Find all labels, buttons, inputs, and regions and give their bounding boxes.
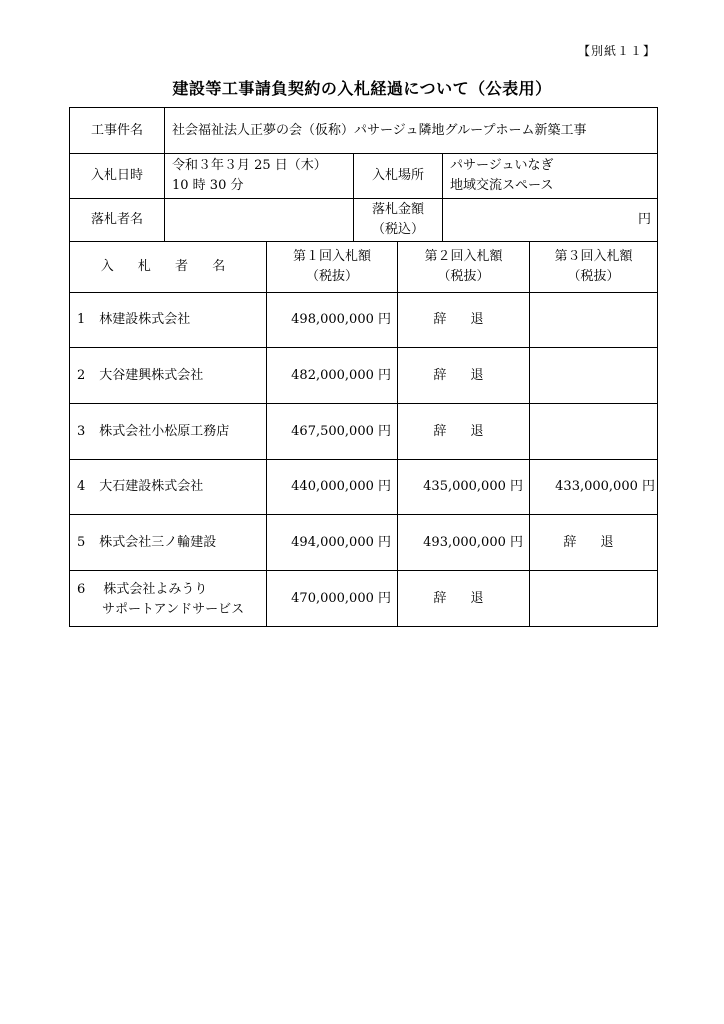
bidder-name-line2: サポートアンドサービス (102, 602, 245, 617)
table-row-3-round1-cell (266, 403, 398, 460)
bid-place-line1: パサージュいなぎ (450, 158, 554, 173)
bid-date-label: 入札日時 (90, 168, 143, 183)
bidder-name: 林建設株式会社 (99, 312, 191, 327)
header-bidder-cell (69, 241, 267, 293)
round1-amount: 494,000,000 円 (291, 534, 391, 550)
header-round2-line2: （税抜） (437, 269, 490, 284)
table-row-3-round3-cell (529, 403, 658, 460)
table-row-2-round1-cell (266, 347, 398, 404)
amount-value-cell (442, 198, 658, 242)
round1-amount: 498,000,000 円 (291, 312, 391, 327)
header-round1-line1: 第１回入札額 (292, 249, 371, 264)
header-round3-line1: 第３回入札額 (554, 249, 633, 264)
project-label-cell (69, 107, 165, 154)
table-row-4-round1-cell (266, 459, 398, 515)
round3-amount: 辞 退 (563, 534, 624, 550)
bid-date-value-cell (164, 153, 354, 199)
amount-value: 円 (637, 212, 651, 227)
amount-label-cell (353, 198, 443, 242)
table-row-3-round2-cell (397, 403, 530, 460)
table-row-5-name-cell (69, 514, 267, 571)
attachment-label: 【別紙１１】 (577, 44, 656, 58)
header-round2-line1: 第２回入札額 (424, 249, 503, 264)
table-row-1-round2-cell (397, 292, 530, 348)
table-row-6-round3-cell (529, 570, 658, 627)
row-number: 1 (77, 312, 86, 327)
bidder-name: 株式会社三ノ輪建設 (99, 534, 217, 550)
bidder-name: 大石建設株式会社 (99, 479, 204, 494)
table-row-5-round1-cell (266, 514, 398, 571)
winner-label: 落札者名 (90, 212, 143, 227)
table-row-4-round2-cell (397, 459, 530, 515)
round1-amount: 482,000,000 円 (291, 367, 391, 383)
table-row-6-round1-cell (266, 570, 398, 627)
header-round1-cell (266, 241, 398, 293)
table-row-4-name-cell (69, 459, 267, 515)
header-round2-cell (397, 241, 530, 293)
project-value-cell (164, 107, 658, 154)
project-value: 社会福祉法人正夢の会（仮称）パサージュ隣地グループホーム新築工事 (172, 122, 587, 138)
winner-label-cell (69, 198, 165, 242)
header-round1-line2: （税抜） (305, 269, 358, 284)
bid-place-label-cell (353, 153, 443, 199)
bidder-name: 大谷建興株式会社 (99, 367, 204, 383)
row-number: 6 (77, 582, 86, 597)
round2-amount: 辞 退 (433, 590, 494, 606)
row-number: 5 (77, 534, 86, 550)
table-row-2-round3-cell (529, 347, 658, 404)
project-label: 工事件名 (90, 122, 143, 138)
amount-label-line1: 落札金額 (371, 202, 424, 217)
table-row-6-name-cell (69, 570, 267, 627)
bid-place-value-cell (442, 153, 658, 199)
round2-amount: 435,000,000 円 (423, 479, 523, 494)
bidder-name-line1: 株式会社よみうり (103, 582, 208, 597)
round1-amount: 467,500,000 円 (291, 423, 391, 439)
header-bidder: 入 札 者 名 (100, 259, 236, 274)
table-row-3-name-cell (69, 403, 267, 460)
bid-date-line2: 10 時 30 分 (172, 178, 244, 193)
table-row-1-round1-cell (266, 292, 398, 348)
bid-place-label: 入札場所 (371, 168, 424, 183)
table-row-4-round3-cell (529, 459, 658, 515)
header-round3-cell (529, 241, 658, 293)
round1-amount: 470,000,000 円 (291, 590, 391, 606)
round2-amount: 493,000,000 円 (423, 534, 523, 550)
table-row-1-name-cell (69, 292, 267, 348)
bidder-name: 株式会社小松原工務店 (99, 423, 230, 439)
bid-date-line1: 令和３年３月 25 日（木） (172, 158, 327, 173)
table-row-1-round3-cell (529, 292, 658, 348)
row-number: 4 (77, 479, 86, 494)
row-number: 3 (77, 423, 86, 439)
amount-label-line2: （税込） (371, 222, 424, 237)
table-row-5-round2-cell (397, 514, 530, 571)
round2-amount: 辞 退 (433, 312, 494, 327)
table-row-2-name-cell (69, 347, 267, 404)
round2-amount: 辞 退 (433, 423, 494, 439)
table-row-2-round2-cell (397, 347, 530, 404)
round3-amount: 433,000,000 円 (555, 479, 655, 494)
winner-value-cell (164, 198, 354, 242)
bid-date-label-cell (69, 153, 165, 199)
bid-place-line2: 地域交流スペース (450, 178, 554, 193)
row-number: 2 (77, 367, 86, 383)
page-title: 建設等工事請負契約の入札経過について（公表用） (172, 79, 552, 98)
round2-amount: 辞 退 (433, 367, 494, 383)
table-row-5-round3-cell (529, 514, 658, 571)
header-round3-line2: （税抜） (567, 269, 620, 284)
round1-amount: 440,000,000 円 (291, 479, 391, 494)
table-row-6-round2-cell (397, 570, 530, 627)
